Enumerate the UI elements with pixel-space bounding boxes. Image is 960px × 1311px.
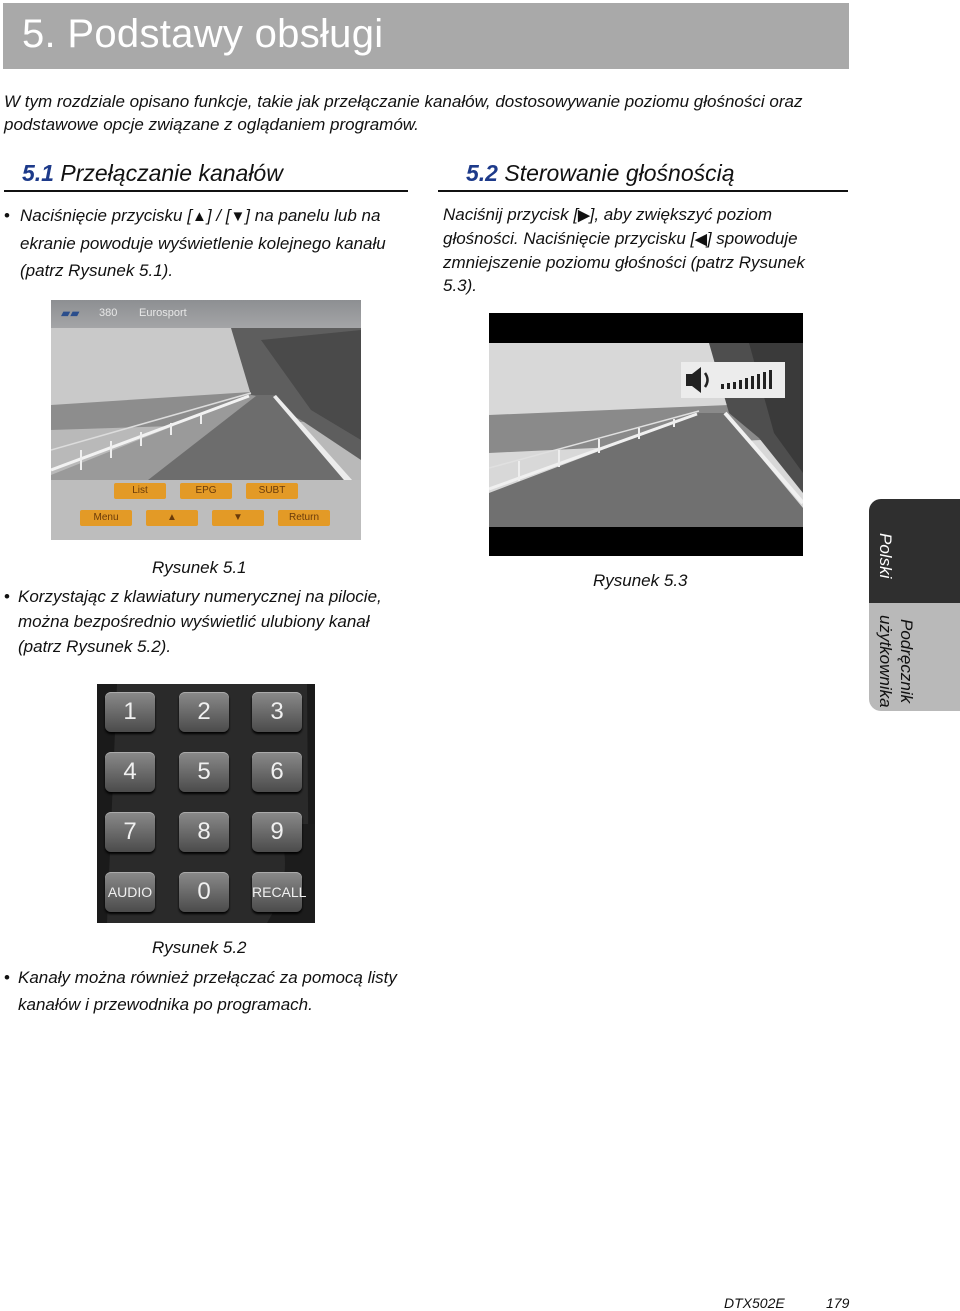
bullet-text: Kanały można również przełączać za pomocą listy kanałów i przewodnika po programach. [18, 968, 397, 1014]
key-8[interactable]: 8 [179, 812, 229, 852]
bullet-dot: • [4, 206, 10, 225]
figure-5-1-image [51, 300, 361, 540]
figure-5-3-caption: Rysunek 5.3 [593, 571, 688, 590]
speaker-icon [681, 362, 785, 398]
up-button[interactable]: ▲ [146, 510, 198, 526]
right-arrow-icon: ▶ [578, 207, 590, 224]
chapter-title: 5. Podstawy obsługi [22, 12, 384, 56]
return-button[interactable]: Return [278, 510, 330, 526]
intro-paragraph: W tym rozdziale opisano funkcje, takie jak przełączanie kanałów, dostosowywanie poziomu głośności oraz podstawowe opcje związane z oglądaniem programów. [4, 92, 803, 134]
down-button[interactable]: ▼ [212, 510, 264, 526]
manual-label-line1: Podręcznik [897, 619, 916, 704]
key-9[interactable]: 9 [252, 812, 302, 852]
bullet-dot: • [4, 968, 10, 987]
language-label: Polski [876, 533, 895, 579]
bullet-item [4, 202, 408, 284]
key-3[interactable]: 3 [252, 692, 302, 732]
subt-button[interactable]: SUBT [246, 483, 298, 499]
bullet-text: Naciśnięcie przycisku [▲] / [▼] na panelu lub na ekranie powoduje wyświetlenie kolejnego kanału (patrz Rysunek 5.1). [20, 202, 400, 284]
bullet-dot: • [4, 587, 10, 606]
section-rule [438, 190, 848, 192]
recall-key[interactable]: RECALL [252, 872, 302, 912]
key-0[interactable]: 0 [179, 872, 229, 912]
epg-button[interactable]: EPG [180, 483, 232, 499]
side-tab [869, 499, 960, 711]
section-title: Sterowanie głośnością [504, 160, 735, 186]
bullet-item [4, 584, 408, 666]
key-5[interactable]: 5 [179, 752, 229, 792]
volume-paragraph: Naciśnij przycisk [▶], aby zwiększyć poziom głośności. Naciśnięcie przycisku [◀] spowoduje zmniejszenie poziomu głośności (patrz Rysunek 5.3). [443, 205, 805, 295]
road-scene [51, 300, 361, 540]
key-2[interactable]: 2 [179, 692, 229, 732]
section-5-2-heading [466, 160, 735, 187]
footer-model: DTX502E [724, 1295, 785, 1311]
channel-name: Eurosport [139, 307, 187, 319]
key-1[interactable]: 1 [105, 692, 155, 732]
manual-tab [869, 603, 960, 711]
figure-5-3-image [489, 313, 803, 556]
tv-icon: ▰▰ [61, 306, 80, 320]
left-arrow-icon: ◀ [695, 231, 707, 248]
list-button[interactable]: List [114, 483, 166, 499]
section-rule [4, 190, 408, 192]
page-number: 179 [826, 1295, 850, 1311]
bullet-text: Korzystając z klawiatury numerycznej na pilocie, można bezpośrednio wyświetlić ulubiony kanał (patrz Rysunek 5.2). [18, 587, 382, 656]
channel-number: 380 [99, 307, 118, 319]
figure-5-1-caption: Rysunek 5.1 [152, 558, 247, 577]
audio-key[interactable]: AUDIO [105, 872, 155, 912]
key-7[interactable]: 7 [105, 812, 155, 852]
road-scene [489, 343, 803, 527]
section-5-1-heading [22, 160, 283, 187]
figure-5-2-image [97, 684, 315, 923]
menu-button[interactable]: Menu [80, 510, 132, 526]
manual-label-line2: użytkownika [876, 615, 895, 708]
key-4[interactable]: 4 [105, 752, 155, 792]
language-tab [869, 499, 960, 603]
channel-banner [51, 300, 361, 328]
bullet-item [4, 964, 424, 1020]
section-number: 5.2 [466, 160, 498, 186]
section-title: Przełączanie kanałów [60, 160, 283, 186]
down-arrow-icon: ▼ [230, 208, 246, 225]
volume-indicator [681, 362, 785, 398]
key-6[interactable]: 6 [252, 752, 302, 792]
up-arrow-icon: ▲ [191, 208, 207, 225]
figure-5-2-caption: Rysunek 5.2 [152, 938, 247, 957]
section-number: 5.1 [22, 160, 54, 186]
